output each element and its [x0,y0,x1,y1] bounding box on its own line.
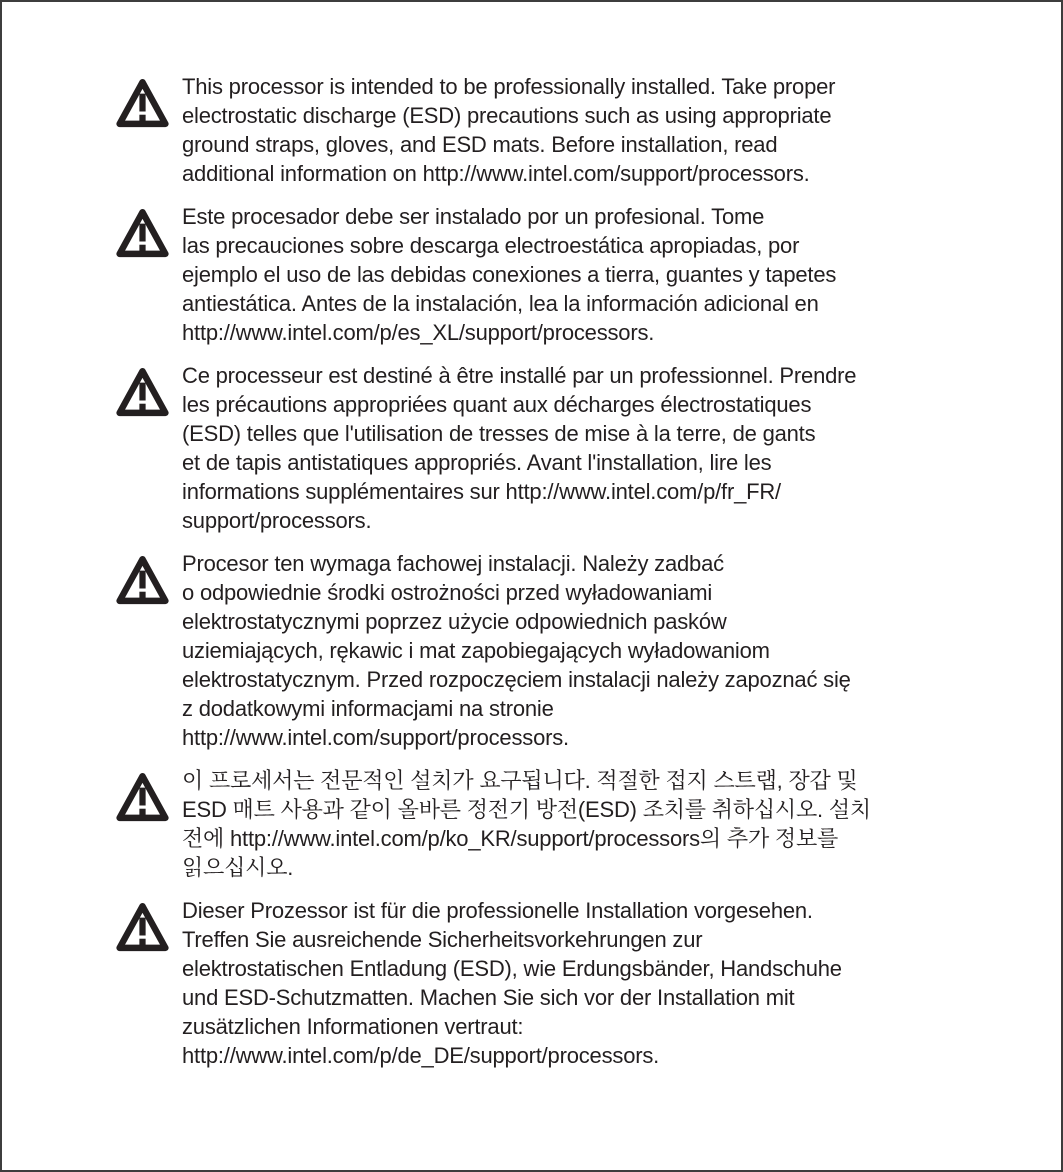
warning-text-line: ESD 매트 사용과 같이 올바른 정전기 방전(ESD) 조치를 취하십시오. 설치 [182,797,871,822]
warning-text-line: (ESD) telles que l'utilisation de tresses de mise à la terre, de gants [182,421,816,446]
warning-text-line: Treffen Sie ausreichende Sicherheitsvorkehrungen zur [182,927,703,952]
warning-text-line: 전에 http://www.intel.com/p/ko_KR/support/processors의 추가 정보를 [182,826,839,851]
warning-text-line: elektrostatycznym. Przed rozpoczęciem instalacji należy zapoznać się [182,667,851,692]
warning-text-line: Este procesador debe ser instalado por un profesional. Tome [182,204,765,229]
warning-text-line: Ce processeur est destiné à être installé par un professionnel. Prendre [182,363,857,388]
warning-text-line: ejemplo el uso de las debidas conexiones a tierra, guantes y tapetes [182,262,837,287]
warning-text-line: et de tapis antistatiques appropriés. Avant l'installation, lire les [182,450,772,475]
warning-triangle-icon [115,364,170,426]
warning-text [182,549,851,752]
warning-text-line: zusätzlichen Informationen vertraut: [182,1014,524,1039]
warning-text-line: http://www.intel.com/p/es_XL/support/processors. [182,320,655,345]
warning-text [182,361,856,535]
warning-triangle-icon [115,75,170,137]
warning-text-line: elektrostatischen Entladung (ESD), wie Erdungsbänder, Handschuhe [182,956,842,981]
warning-text-line: http://www.intel.com/p/de_DE/support/processors. [182,1043,660,1068]
warning-text-line: les précautions appropriées quant aux décharges électrostatiques [182,392,812,417]
warning-text-line: und ESD-Schutzmatten. Machen Sie sich vor der Installation mit [182,985,795,1010]
warning-text-line: 읽으십시오. [182,855,294,880]
warning-english [115,72,1021,188]
warning-text-line: Procesor ten wymaga fachowej instalacji. Należy zadbać [182,551,724,576]
warning-spanish [115,202,1021,347]
warning-french [115,361,1021,535]
warning-polish [115,549,1021,752]
warning-text-line: ground straps, gloves, and ESD mats. Before installation, read [182,132,778,157]
warning-triangle-icon [115,205,170,267]
warning-text-line: This processor is intended to be professionally installed. Take proper [182,74,836,99]
warning-text-line: electrostatic discharge (ESD) precautions such as using appropriate [182,103,832,128]
warning-text-line: support/processors. [182,508,372,533]
warning-text-line: o odpowiednie środki ostrożności przed wyładowaniami [182,580,713,605]
warning-text-line: informations supplémentaires sur http://www.intel.com/p/fr_FR/ [182,479,781,504]
warning-text-line: Dieser Prozessor ist für die professionelle Installation vorgesehen. [182,898,813,923]
warning-text-line: z dodatkowymi informacjami na stronie [182,696,554,721]
warning-text-line: http://www.intel.com/support/processors. [182,725,569,750]
warning-text [182,202,836,347]
warning-german [115,896,1021,1070]
warning-triangle-icon [115,552,170,614]
warning-triangle-icon [115,769,170,831]
warning-text-line: antiestática. Antes de la instalación, lea la información adicional en [182,291,819,316]
warning-text [182,766,871,882]
warning-text [182,72,835,188]
warning-text-line: 이 프로세서는 전문적인 설치가 요구됩니다. 적절한 접지 스트랩, 장갑 및 [182,768,858,793]
warning-text-line: additional information on http://www.intel.com/support/processors. [182,161,810,186]
warning-list [115,72,1021,1070]
warning-triangle-icon [115,899,170,961]
warning-text-line: uziemiających, rękawic i mat zapobiegających wyładowaniom [182,638,770,663]
warning-korean [115,766,1021,882]
warning-text-line: las precauciones sobre descarga electroestática apropiadas, por [182,233,800,258]
warning-text [182,896,842,1070]
warning-text-line: elektrostatycznymi poprzez użycie odpowiednich pasków [182,609,727,634]
